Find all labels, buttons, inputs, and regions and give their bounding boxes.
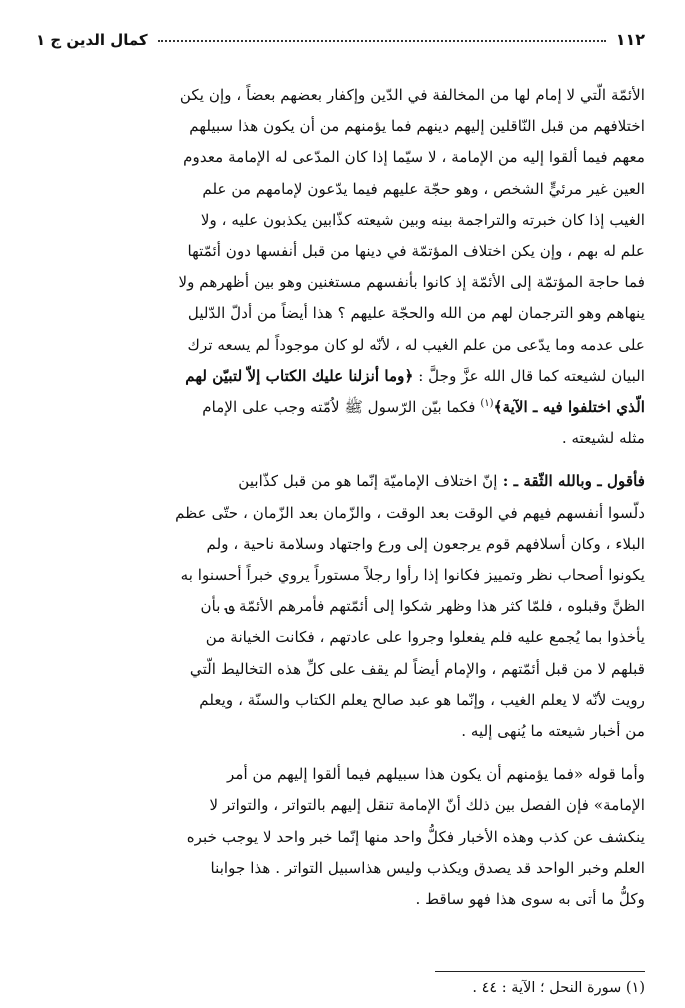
text-line: معهم فيما ألقوا إليه من الإمامة ، لا سيّما إذا كان المدّعى له الإمامة معدوم (183, 148, 645, 167)
quran-verse-continued: الّذي اختلفوا فيه ـ الآية﴾ (493, 398, 645, 417)
footnote: (١) سورة النحل ؛ الآية : ٤٤ . (472, 980, 645, 996)
text-line (36, 361, 645, 392)
book-page (36, 30, 645, 1008)
text-line: دلّسوا أنفسهم فيهم في الوقت بعد الوقت ، والزّمان بعد الزّمان ، حتّى عظم (175, 503, 645, 522)
text-segment: إنّ اختلاف الإماميّة إنّما هو من قبل كذّابين (238, 472, 498, 491)
running-header (36, 30, 645, 56)
text-line: من أخبار شيعته ما يُنهى إليه . (461, 722, 645, 741)
text-line: ينكشف عن كذب وهذه الأخبار فكلُّ واحد منها إنّما خبر واحد لا يوجب خبره (186, 827, 645, 846)
text-line: الظنَّ وقبلوه ، فلمّا كثر هذا وظهر شكوا إلى أئمّتهم فأمرهم الأئمّة ؈ بأن (200, 597, 645, 616)
text-line: مثله لشيعته . (561, 429, 645, 448)
text-line: الإمامة» فإن الفصل بين ذلك أنّ الإمامة تنقل إليهم بالتواتر ، والتواتر لا (209, 796, 645, 815)
text-line: رويت لأنّه لا يعلم الغيب ، وإنّما هو عبد صالح يعلم الكتاب والسنّة ، ويعلم (199, 690, 645, 709)
text-segment: فكما بيّن الرّسول ﷺ لاُمّته وجب على الإمام (202, 398, 481, 417)
text-line: وكلُّ ما أتى به سوى هذا فهو ساقط . (415, 890, 645, 909)
text-line: اختلافهم من قبل النّاقلين إليهم دينهم فما يؤمنهم من أن يكون هذا سبيلهم (189, 117, 645, 136)
text-line: على عدمه وما يدّعى من علم الغيب له ، لأنّه لو كان موجوداً لم يسعه ترك (187, 335, 645, 354)
main-text (36, 80, 645, 915)
paragraph-gap (36, 747, 645, 759)
footnote-divider (435, 971, 645, 972)
text-line: علم له بهم ، وإن يكن اختلاف المؤتمّة في دينها من قبل أنفسها دون أئمّتها (187, 242, 645, 261)
text-line: البلاء ، وكان أسلافهم قوم يرجعون إلى ورع واجتهاد وسلامة ناحية ، ولم (206, 534, 645, 553)
text-line: فما حاجة المؤتمّة إلى الأئمّة إذ كانوا بأنفسهم مستغنين وهو بين أظهرهم ولا (178, 273, 645, 292)
header-dotted-leader (158, 30, 606, 42)
running-title: كمال الدين ج ١ (36, 31, 148, 49)
text-line: الأئمّة الّتي لا إمام لها من المخالفة في الدّين وإكفار بعضهم بعضاً ، وإن يكن (179, 86, 645, 104)
text-line (36, 392, 645, 423)
page-number: ١١٢ (615, 30, 645, 49)
quran-verse: ﴿وما أنزلنا عليك الكتاب إلاّ لتبيّن لهم (185, 366, 414, 385)
text-line: العين غير مرئيٍّ الشخص ، وهو حجّة عليهم فيما يدّعون لإمامهم من علم (202, 179, 645, 198)
text-line: ينهاهم وهو الترجمان لهم من الله والحجّة عليهم ؟ هذا أيضاً من أدلّ الدّليل (187, 304, 645, 323)
paragraph-gap (36, 454, 645, 466)
text-line: العلم وخبر الواحد قد يصدق ويكذب وليس هذاسبيل التواتر . هذا جوابنا (210, 858, 645, 877)
text-line: وأما قوله «فما يؤمنهم أن يكون هذا سبيلهم فيما ألقوا إليهم من أمر (226, 765, 645, 784)
text-line (36, 466, 645, 497)
text-line: قبلهم لا من قبل أئمّتهم ، والإمام أيضاً لم يقف على كلِّ هذه التخاليط الّتي (189, 659, 645, 678)
text-line: يكونوا أصحاب نظر وتمييز فكانوا إذا رأوا رجلاً مستوراً يروي خبراً أحسنوا به (180, 566, 645, 585)
quote-lead: البيان لشيعته كما قال الله عزَّ وجلَّ : (413, 366, 645, 385)
text-line: الغيب إذا كان خبرته والتراجمة بينه وبين شيعته كذّابين يكذبون عليه ، ولا (200, 210, 645, 229)
footnote-marker[interactable]: (١) (480, 397, 494, 409)
paragraph-lead: فأقول ـ وبالله الثّقة ـ : (497, 472, 645, 491)
text-line: يأخذوا بما يُجمع عليه فلم يفعلوا وجروا على عادتهم ، فكانت الخيانة من (205, 628, 645, 647)
